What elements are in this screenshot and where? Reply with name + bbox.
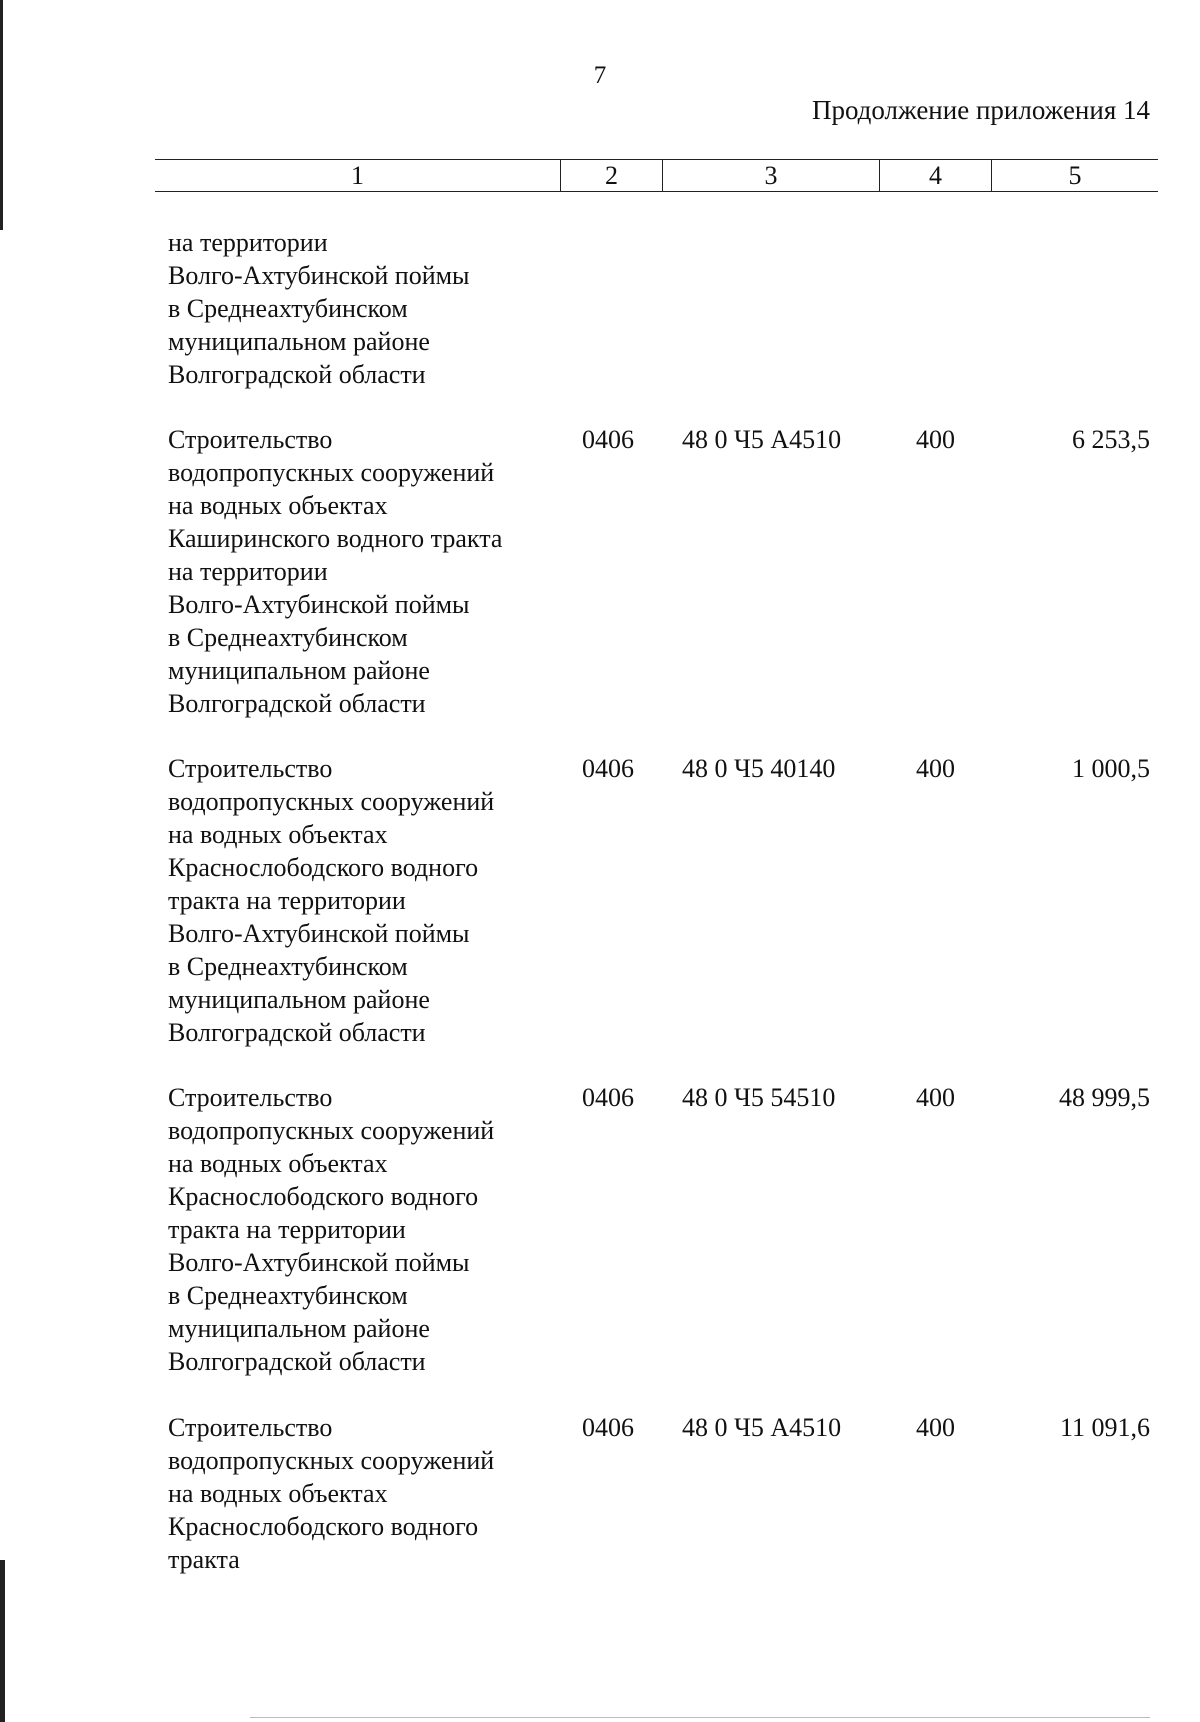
expense-type-code: 400 bbox=[916, 1083, 955, 1112]
row-name bbox=[168, 1081, 568, 1378]
amount: 48 999,5 bbox=[1059, 1083, 1150, 1112]
expense-type-code: 400 bbox=[916, 425, 955, 454]
name-line: тракта на территории bbox=[168, 1215, 406, 1244]
name-line: муниципальном районе bbox=[168, 1314, 430, 1343]
name-line: Волгоградской области bbox=[168, 1347, 426, 1376]
name-line: в Среднеахтубинском bbox=[168, 623, 408, 652]
row-name bbox=[168, 226, 568, 391]
name-line: в Среднеахтубинском bbox=[168, 1281, 408, 1310]
expense-type-code: 400 bbox=[916, 754, 955, 783]
amount: 1 000,5 bbox=[1072, 754, 1150, 783]
table-header bbox=[155, 159, 1158, 192]
name-line: на водных объектах bbox=[168, 820, 388, 849]
row-name bbox=[168, 752, 568, 1049]
name-line: муниципальном районе bbox=[168, 985, 430, 1014]
name-line: Волгоградской области bbox=[168, 689, 426, 718]
name-line: тракта на территории bbox=[168, 886, 406, 915]
name-line: Строительство bbox=[168, 425, 333, 454]
name-line: на территории bbox=[168, 228, 328, 257]
target-article-code: 48 0 Ч5 А4510 bbox=[682, 425, 842, 454]
header-col-4: 4 bbox=[879, 160, 991, 191]
name-line: Краснослободского водного bbox=[168, 1182, 479, 1211]
header-col-5: 5 bbox=[991, 160, 1158, 191]
name-line: Строительство bbox=[168, 1083, 333, 1112]
name-line: Волго-Ахтубинской поймы bbox=[168, 590, 470, 619]
target-article-code: 48 0 Ч5 40140 bbox=[682, 754, 836, 783]
name-line: тракта bbox=[168, 1545, 240, 1574]
scan-edge-base bbox=[250, 1717, 1150, 1718]
target-article-code: 48 0 Ч5 54510 bbox=[682, 1083, 836, 1112]
name-line: на водных объектах bbox=[168, 1149, 388, 1178]
name-line: Строительство bbox=[168, 754, 333, 783]
name-line: в Среднеахтубинском bbox=[168, 952, 408, 981]
name-line: Волго-Ахтубинской поймы bbox=[168, 261, 470, 290]
name-line: на водных объектах bbox=[168, 1479, 388, 1508]
name-line: на водных объектах bbox=[168, 491, 388, 520]
header-col-1: 1 bbox=[351, 160, 364, 190]
scan-edge-top bbox=[0, 0, 3, 230]
section-code: 0406 bbox=[582, 425, 634, 454]
name-line: Волго-Ахтубинской поймы bbox=[168, 1248, 470, 1277]
name-line: на территории bbox=[168, 557, 328, 586]
amount: 6 253,5 bbox=[1072, 425, 1150, 454]
name-line: Краснослободского водного bbox=[168, 853, 479, 882]
name-line: водопропускных сооружений bbox=[168, 1116, 495, 1145]
name-line: Строительство bbox=[168, 1413, 333, 1442]
row-name bbox=[168, 423, 568, 720]
name-line: муниципальном районе bbox=[168, 327, 430, 356]
name-line: Волго-Ахтубинской поймы bbox=[168, 919, 470, 948]
expense-type-code: 400 bbox=[916, 1413, 955, 1442]
section-code: 0406 bbox=[582, 1413, 634, 1442]
name-line: в Среднеахтубинском bbox=[168, 294, 408, 323]
continuation-title: Продолжение приложения 14 bbox=[811, 95, 1150, 125]
row-name bbox=[168, 1411, 568, 1576]
name-line: водопропускных сооружений bbox=[168, 1446, 495, 1475]
section-code: 0406 bbox=[582, 1083, 634, 1112]
name-line: Каширинского водного тракта bbox=[168, 524, 503, 553]
name-line: водопропускных сооружений bbox=[168, 458, 495, 487]
page-number: 7 bbox=[593, 62, 607, 89]
name-line: муниципальном районе bbox=[168, 656, 430, 685]
name-line: водопропускных сооружений bbox=[168, 787, 495, 816]
name-line: Краснослободского водного bbox=[168, 1512, 479, 1541]
amount: 11 091,6 bbox=[1059, 1413, 1150, 1442]
name-line: Волгоградской области bbox=[168, 360, 426, 389]
header-col-3: 3 bbox=[662, 160, 879, 191]
section-code: 0406 bbox=[582, 754, 634, 783]
name-line: Волгоградской области bbox=[168, 1018, 426, 1047]
target-article-code: 48 0 Ч5 А4510 bbox=[682, 1413, 842, 1442]
header-col-2: 2 bbox=[560, 160, 662, 191]
scan-edge-bottom bbox=[0, 1560, 5, 1722]
